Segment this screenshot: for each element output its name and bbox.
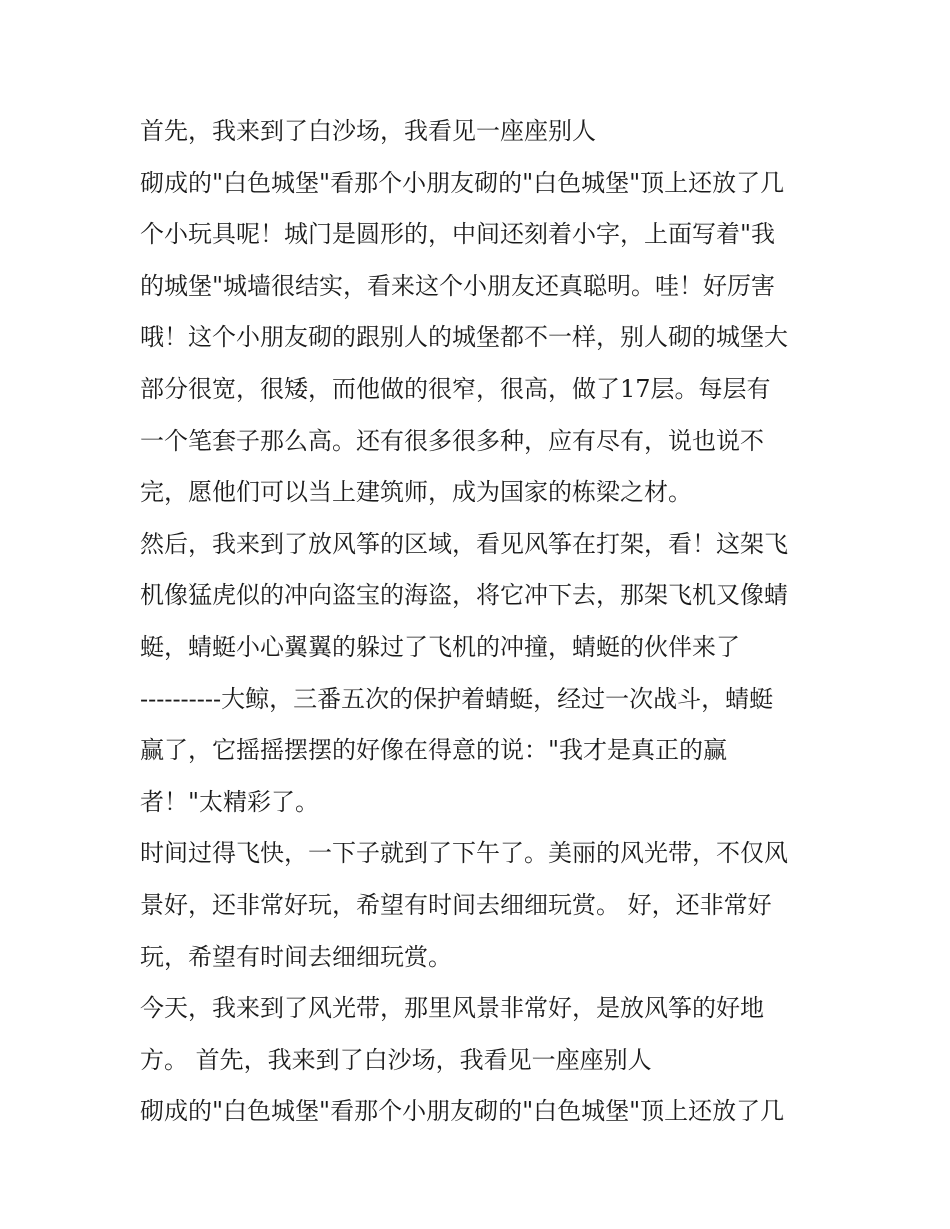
text-line: 机像猛虎似的冲向盗宝的海盗，将它冲下去，那架飞机又像蜻	[140, 581, 788, 610]
text-line: 的城堡"城墙很结实，看来这个小朋友还真聪明。哇！好厉害	[140, 271, 776, 300]
text-line: 完，愿他们可以当上建筑师，成为国家的栋梁之材。	[140, 478, 692, 507]
text-line: ----------大鲸，三番五次的保护着蜻蜓，经过一次战斗，蜻蜓	[140, 684, 774, 713]
text-line: 首先，我来到了白沙场，我看见一座座别人	[140, 117, 596, 145]
text-line: 然后，我来到了放风筝的区域，看见风筝在打架，看！这架飞	[140, 529, 788, 558]
body-text	[140, 106, 840, 1138]
text-line: 玩，希望有时间去细细玩赏。	[140, 942, 452, 971]
text-line: 一个笔套子那么高。还有很多很多种，应有尽有，说也说不	[140, 426, 764, 455]
text-line: 方。 首先，我来到了白沙场，我看见一座座别人	[140, 1045, 652, 1074]
text-line: 砌成的"白色城堡"看那个小朋友砌的"白色城堡"顶上还放了几	[140, 1097, 785, 1126]
text-line: 砌成的"白色城堡"看那个小朋友砌的"白色城堡"顶上还放了几	[140, 168, 785, 197]
text-line: 今天，我来到了风光带，那里风景非常好，是放风筝的好地	[140, 994, 764, 1023]
text-line: 赢了，它摇摇摆摆的好像在得意的说："我才是真正的赢	[140, 736, 728, 765]
text-line: 部分很宽，很矮，而他做的很窄，很高，做了17层。每层有	[140, 374, 771, 403]
text-line: 哦！这个小朋友砌的跟别人的城堡都不一样，别人砌的城堡大	[140, 323, 788, 352]
text-line: 个小玩具呢！城门是圆形的，中间还刻着小字，上面写着"我	[140, 220, 776, 249]
text-line: 者！"太精彩了。	[140, 787, 320, 816]
text-line: 景好，还非常好玩，希望有时间去细细玩赏。 好，还非常好	[140, 890, 772, 919]
text-line: 时间过得飞快，一下子就到了下午了。美丽的风光带，不仅风	[140, 839, 788, 868]
text-line: 蜓，蜻蜓小心翼翼的躲过了飞机的冲撞，蜻蜓的伙伴来了	[140, 632, 740, 661]
